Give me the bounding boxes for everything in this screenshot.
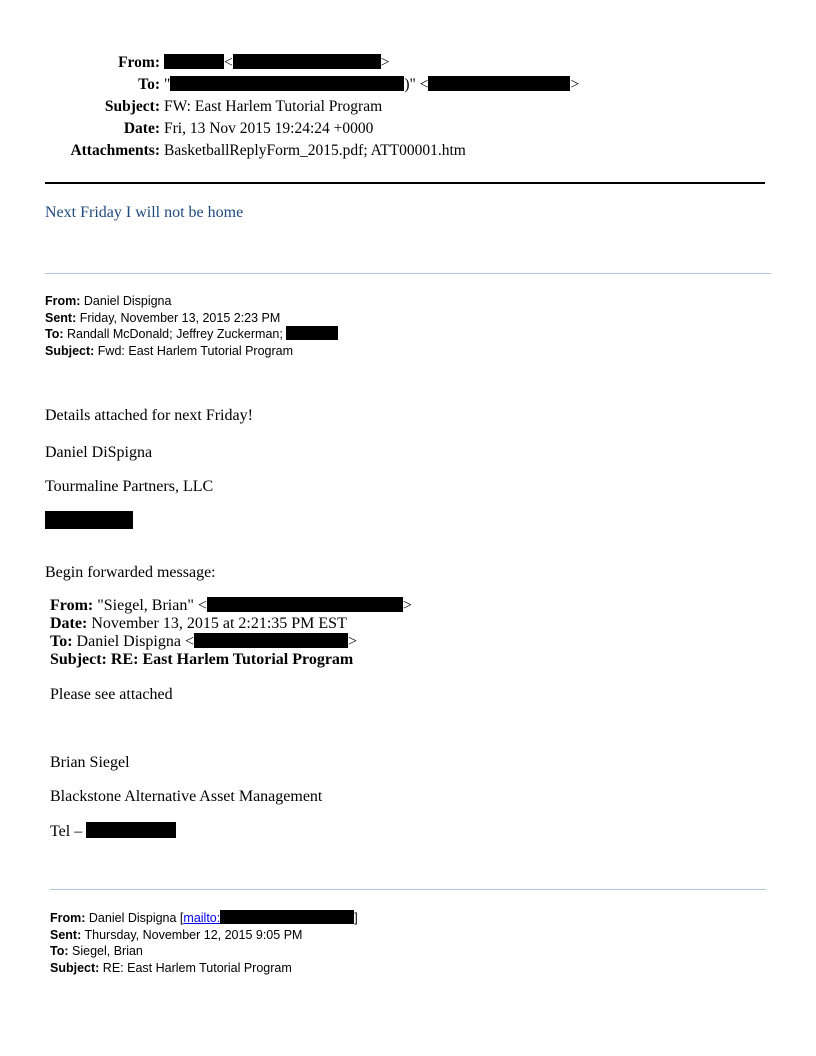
message-divider xyxy=(45,273,771,274)
header-to-label: To: xyxy=(138,76,160,93)
msg1-subject-row: Subject: Fwd: East Harlem Tutorial Program xyxy=(45,343,293,358)
header-subject-label: Subject: xyxy=(104,98,160,115)
header-attachments-label: Attachments: xyxy=(70,142,160,159)
redaction-block xyxy=(233,54,381,69)
msg1-signature-name: Daniel DiSpigna xyxy=(45,444,153,461)
msg3-header xyxy=(50,910,358,976)
header-to-value: " )" < > xyxy=(164,76,580,93)
redaction-block xyxy=(86,822,176,838)
header-divider xyxy=(45,182,765,184)
redaction-block xyxy=(45,511,133,529)
message-divider xyxy=(50,889,766,890)
header-from-label: From: xyxy=(118,54,160,71)
msg1-header xyxy=(45,293,338,359)
redaction-block xyxy=(207,597,403,612)
fwd-signature-company: Blackstone Alternative Asset Management xyxy=(50,788,323,805)
reply-text: Next Friday I will not be home xyxy=(45,204,244,221)
redaction-block xyxy=(170,76,404,91)
fwd-body: Please see attached xyxy=(50,686,173,703)
header-date-label: Date: xyxy=(123,120,160,137)
redaction-block xyxy=(164,54,224,69)
header-date-value: Fri, 13 Nov 2015 19:24:24 +0000 xyxy=(164,120,374,137)
msg1-body: Details attached for next Friday! xyxy=(45,407,253,424)
fwd-header xyxy=(50,597,412,669)
fwd-signature-tel: Tel – xyxy=(50,822,176,841)
fwd-subject-row: Subject: RE: East Harlem Tutorial Program xyxy=(50,651,354,668)
msg3-subject-row: Subject: RE: East Harlem Tutorial Program xyxy=(50,960,292,975)
mailto-link[interactable]: mailto: xyxy=(183,911,221,925)
header-attachments-value[interactable]: BasketballReplyForm_2015.pdf; ATT00001.htm xyxy=(164,142,466,159)
fwd-date-row: Date: November 13, 2015 at 2:21:35 PM EST xyxy=(50,615,347,632)
msg3-from-row: From: Daniel Dispigna [mailto: ] xyxy=(50,911,358,925)
redaction-block xyxy=(286,326,338,340)
fwd-signature-name: Brian Siegel xyxy=(50,754,130,771)
msg1-signature-company: Tourmaline Partners, LLC xyxy=(45,478,214,495)
redaction-block xyxy=(220,910,354,924)
forward-intro: Begin forwarded message: xyxy=(45,564,216,581)
msg3-sent-row: Sent: Thursday, November 12, 2015 9:05 PM xyxy=(50,927,303,942)
fwd-to-row: To: Daniel Dispigna < > xyxy=(50,633,358,650)
msg1-sent-row: Sent: Friday, November 13, 2015 2:23 PM xyxy=(45,310,281,325)
msg1-from-row: From: Daniel Dispigna xyxy=(45,294,172,308)
msg3-to-row: To: Siegel, Brian xyxy=(50,944,143,958)
redaction-block xyxy=(194,633,348,648)
fwd-from-row: From: "Siegel, Brian" < > xyxy=(50,597,412,614)
header-from-value: < > xyxy=(164,52,390,74)
redaction-block xyxy=(428,76,570,91)
header-subject-value: FW: East Harlem Tutorial Program xyxy=(164,98,383,115)
msg1-to-row: To: Randall McDonald; Jeffrey Zuckerman; xyxy=(45,326,338,343)
